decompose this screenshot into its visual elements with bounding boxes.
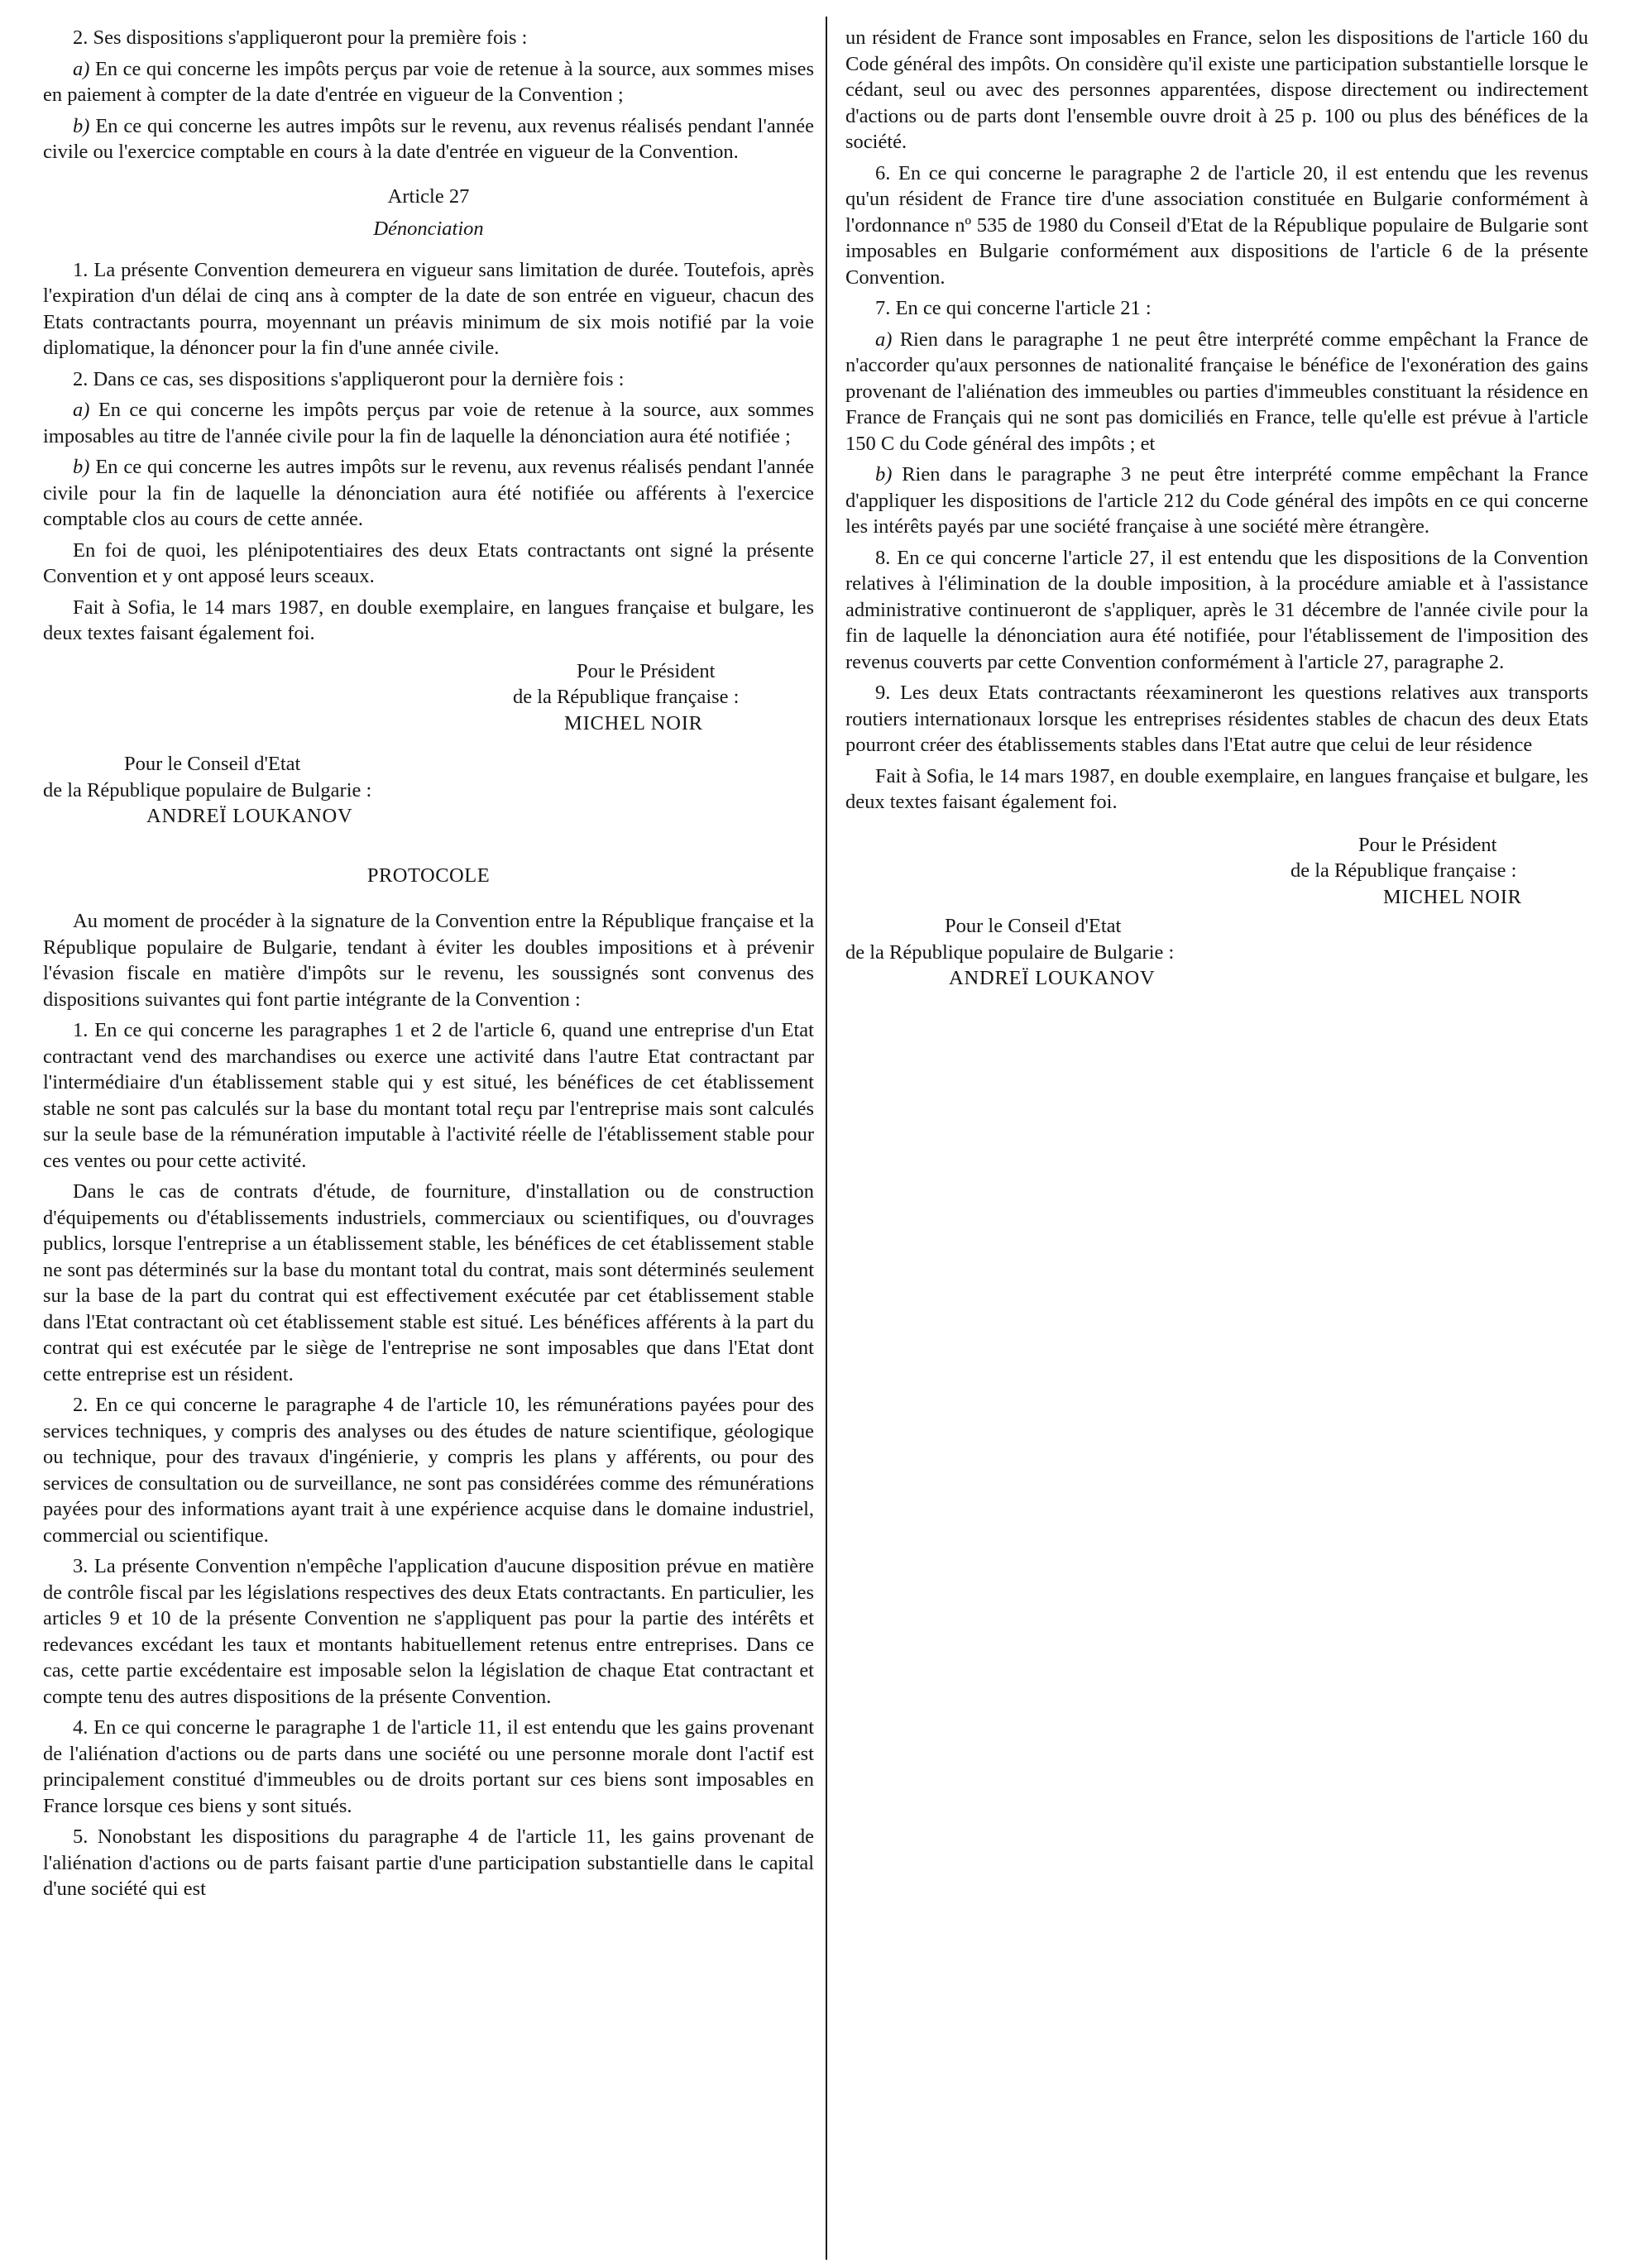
paragraph-fait-a-sofia: Fait à Sofia, le 14 mars 1987, en double exemplaire, en langues française et bulgare, les deux textes faisant également foi. xyxy=(845,764,1588,813)
signature-line: Pour le Président xyxy=(577,659,716,682)
signature-line: de la République française : xyxy=(513,686,740,708)
paragraph-protocole-4: 4. En ce qui concerne le paragraphe 1 de l'article 11, il est entendu que les gains provenant de l'aliénation d'actions ou de parts dans une société ou une personne morale dont l'actif est principalement constitué d'immeubles ou de droits portant sur ces biens sont imposables en France lorsque ces biens y sont situés. xyxy=(43,1716,814,1817)
column-divider xyxy=(826,17,827,2260)
item-label-a: a) xyxy=(73,399,90,421)
signature-line: Pour le Conseil d'Etat xyxy=(124,753,301,775)
right-column xyxy=(845,25,1588,992)
paragraph-dispositions-premiere-fois: 2. Ses dispositions s'appliqueront pour la première fois : xyxy=(73,26,528,49)
signature-line: de la République française : xyxy=(1290,859,1517,882)
paragraph-item-a xyxy=(43,56,814,108)
signature-line: Pour le Président xyxy=(1358,833,1497,856)
signatory-name: MICHEL NOIR xyxy=(1383,885,1522,908)
paragraph-protocole-1b: Dans le cas de contrats d'étude, de fourniture, d'installation ou de construction d'équipements ou d'établissements industriels, commerciaux ou scientifiques, ou d'ouvrages publics, lorsque l'entreprise a un établissement stable, les bénéfices de cet établissement stable ne sont pas déterminés sur la base du montant total du contrat, mais sont déterminés seulement sur la base de la part du contrat qui est effectivement exécutée par cet établissement stable dans l'Etat contractant où cet établissement stable est situé. Les bénéfices afférents à la part du contrat qui est exécutée par le siège de l'entreprise ne sont imposables que dans l'Etat dont cette entreprise est un résident. xyxy=(43,1180,814,1385)
item-text-a: Rien dans le paragraphe 1 ne peut être interprété comme empêchant la France de n'accorder qu'aux personnes de nationalité française le bénéfice de l'exonération des gains provenant de l'aliénation des immeubles ou parties d'immeubles constituant la résidence en France de Français qui ne sont pas domiciliés en France, telle qu'elle est prévue à l'article 150 C du Code général des impôts ; et xyxy=(845,328,1588,455)
paragraph-protocole-7: 7. En ce qui concerne l'article 21 : xyxy=(875,297,1152,319)
paragraph-protocole-1: 1. En ce qui concerne les paragraphes 1 et 2 de l'article 6, quand une entreprise d'un Etat contractant vend des marchandises ou exerce une activité dans l'autre Etat contractant par l'intermédiaire d'un établissement stable qui y est situé, les bénéfices de cet établissement stable ne sont pas calculés sur la base du montant total reçu par l'entreprise mais sont calculés sur la seule base de la rémunération imputable à l'activité réelle de l'établissement stable pour ces ventes ou pour cette activité. xyxy=(43,1019,814,1172)
item-label-b: b) xyxy=(875,463,893,486)
item-text-a: En ce qui concerne les impôts perçus par voie de retenue à la source, aux sommes mises en paiement à compter de la date d'entrée en vigueur de la Convention ; xyxy=(43,57,815,106)
paragraph-protocole-8: 8. En ce qui concerne l'article 27, il est entendu que les dispositions de la Convention relatives à l'élimination de la double imposition, à la procédure amiable et à l'assistance administrative continueront de s'appliquer, après le 31 décembre de l'année civile pour la fin de laquelle la dénonciation aura été notifiée, pour l'établissement de l'imposition des revenus couverts par cette Convention conformément à l'article 27, paragraphe 2. xyxy=(845,546,1588,673)
paragraph-protocole-intro: Au moment de procéder à la signature de la Convention entre la République française et la République populaire de Bulgarie, tendant à éviter les doubles impositions et à prévenir l'évasion fiscale en matière d'impôts sur le revenu, les soussignés sont convenus des dispositions suivantes qui font partie intégrante de la Convention : xyxy=(43,910,814,1011)
item-label-b: b) xyxy=(73,456,90,478)
signature-block-france xyxy=(1193,832,1588,911)
item-text-b: En ce qui concerne les autres impôts sur le revenu, aux revenus réalisés pendant l'année civile pour la fin de laquelle la dénonciation aura été notifiée ou afférents à l'exercice comptable clos au cours de cette année. xyxy=(43,456,815,530)
paragraph-article27-2a xyxy=(43,397,814,449)
signature-line: Pour le Conseil d'Etat xyxy=(945,915,1122,937)
paragraph-en-foi: En foi de quoi, les plénipotentiaires des deux Etats contractants ont signé la présente Convention et y ont apposé leurs sceaux. xyxy=(43,538,814,587)
paragraph-protocole-9: 9. Les deux Etats contractants réexamineront les questions relatives aux transports routiers internationaux lorsque les entreprises résidentes stables de chacun des deux Etats pourront créer des établissements stables dans l'Etat autre que celui de leur résidence xyxy=(845,682,1588,756)
signature-line: de la République populaire de Bulgarie : xyxy=(845,940,1175,964)
paragraph-article27-2b xyxy=(43,454,814,533)
article-heading: Article 27 xyxy=(387,184,470,208)
paragraph-protocole-2: 2. En ce qui concerne le paragraphe 4 de l'article 10, les rémunérations payées pour des services techniques, y compris des analyses ou des études de nature scientifique, géologique ou technique, pour des travaux d'ingénierie, y compris les plans y afférents, ou pour des services de consultation ou de surveillance, ne sont pas considérées comme des rémunérations payées pour des informations ayant trait à une expérience acquise dans le domaine industriel, commercial ou scientifique. xyxy=(43,1394,814,1547)
article-subheading: Dénonciation xyxy=(373,218,484,240)
signatory-name: MICHEL NOIR xyxy=(564,711,703,734)
paragraph-protocole-5-continued: un résident de France sont imposables en France, selon les dispositions de l'article 160 du Code général des impôts. On considère qu'il existe une participation substantielle lorsque le cédant, seul ou avec des personnes apparentées, dispose directement ou indirectement d'actions ou de parts dont l'ensemble ouvre droit à 25 p. 100 ou plus des bénéfices de la société. xyxy=(845,26,1588,153)
item-text-a: En ce qui concerne les impôts perçus par voie de retenue à la source, aux sommes imposables au titre de l'année civile pour la fin de laquelle la dénonciation aura été notifiée ; xyxy=(43,399,815,447)
paragraph-fait-a-sofia: Fait à Sofia, le 14 mars 1987, en double exemplaire, en langues française et bulgare, les deux textes faisant également foi. xyxy=(43,596,814,644)
paragraph-protocole-5: 5. Nonobstant les dispositions du paragraphe 4 de l'article 11, les gains provenant de l'aliénation d'actions ou de parts faisant partie d'une participation substantielle dans le capital d'une société qui est xyxy=(43,1825,814,1900)
signatory-name: ANDREÏ LOUKANOV xyxy=(146,805,353,827)
paragraph-item-b xyxy=(43,113,814,165)
signature-block-france xyxy=(432,658,814,737)
paragraph-protocole-3: 3. La présente Convention n'empêche l'application d'aucune disposition prévue en matière de contrôle fiscal par les législations respectives des deux Etats contractants. En particulier, les articles 9 et 10 de la présente Convention ne s'appliquent pas pour la partie des intérêts et redevances excédant les taux et montants habituellement retenus entre entreprises. Dans ce cas, cette partie excédentaire est imposable selon la législation de chaque Etat contractant et compte tenu des autres dispositions de la présente Convention. xyxy=(43,1555,814,1708)
paragraph-article27-1: 1. La présente Convention demeurera en vigueur sans limitation de durée. Toutefois, après l'expiration d'un délai de cinq ans à compter de la date de son entrée en vigueur, chacun des Etats contractants pourra, moyennant un préavis minimum de six mois notifié par la voie diplomatique, la dénoncer pour la fin d'une année civile. xyxy=(43,258,814,359)
signature-block-bulgaria xyxy=(43,751,814,830)
item-label-a: a) xyxy=(875,328,893,351)
protocole-heading: PROTOCOLE xyxy=(366,864,491,887)
item-label-a: a) xyxy=(73,57,90,80)
signature-line: de la République populaire de Bulgarie : xyxy=(43,778,372,801)
signature-block-bulgaria xyxy=(845,913,1588,992)
item-text-b: En ce qui concerne les autres impôts sur le revenu, aux revenus réalisés pendant l'année civile ou l'exercice comptable en cours à la date d'entrée en vigueur de la Convention. xyxy=(43,114,815,163)
paragraph-protocole-6: 6. En ce qui concerne le paragraphe 2 de l'article 20, il est entendu que les revenus qu'un résident de France tire d'une association constituée en Bulgarie conformément à l'ordonnance nº 535 de 1980 du Conseil d'Etat de la République populaire de Bulgarie sont imposables en Bulgarie conformément aux dispositions de l'article 6 de la présente Convention. xyxy=(845,161,1588,289)
signatory-name: ANDREÏ LOUKANOV xyxy=(949,967,1156,989)
paragraph-article27-2: 2. Dans ce cas, ses dispositions s'appliqueront pour la dernière fois : xyxy=(73,367,625,390)
item-label-b: b) xyxy=(73,114,90,137)
paragraph-protocole-7a xyxy=(845,327,1588,457)
left-column xyxy=(43,25,814,1907)
item-text-b: Rien dans le paragraphe 3 ne peut être interprété comme empêchant la France d'appliquer les dispositions de l'article 212 du Code général des impôts en ce qui concerne les intérêts payés par une société française à une société mère étrangère. xyxy=(845,463,1589,538)
paragraph-protocole-7b xyxy=(845,462,1588,540)
